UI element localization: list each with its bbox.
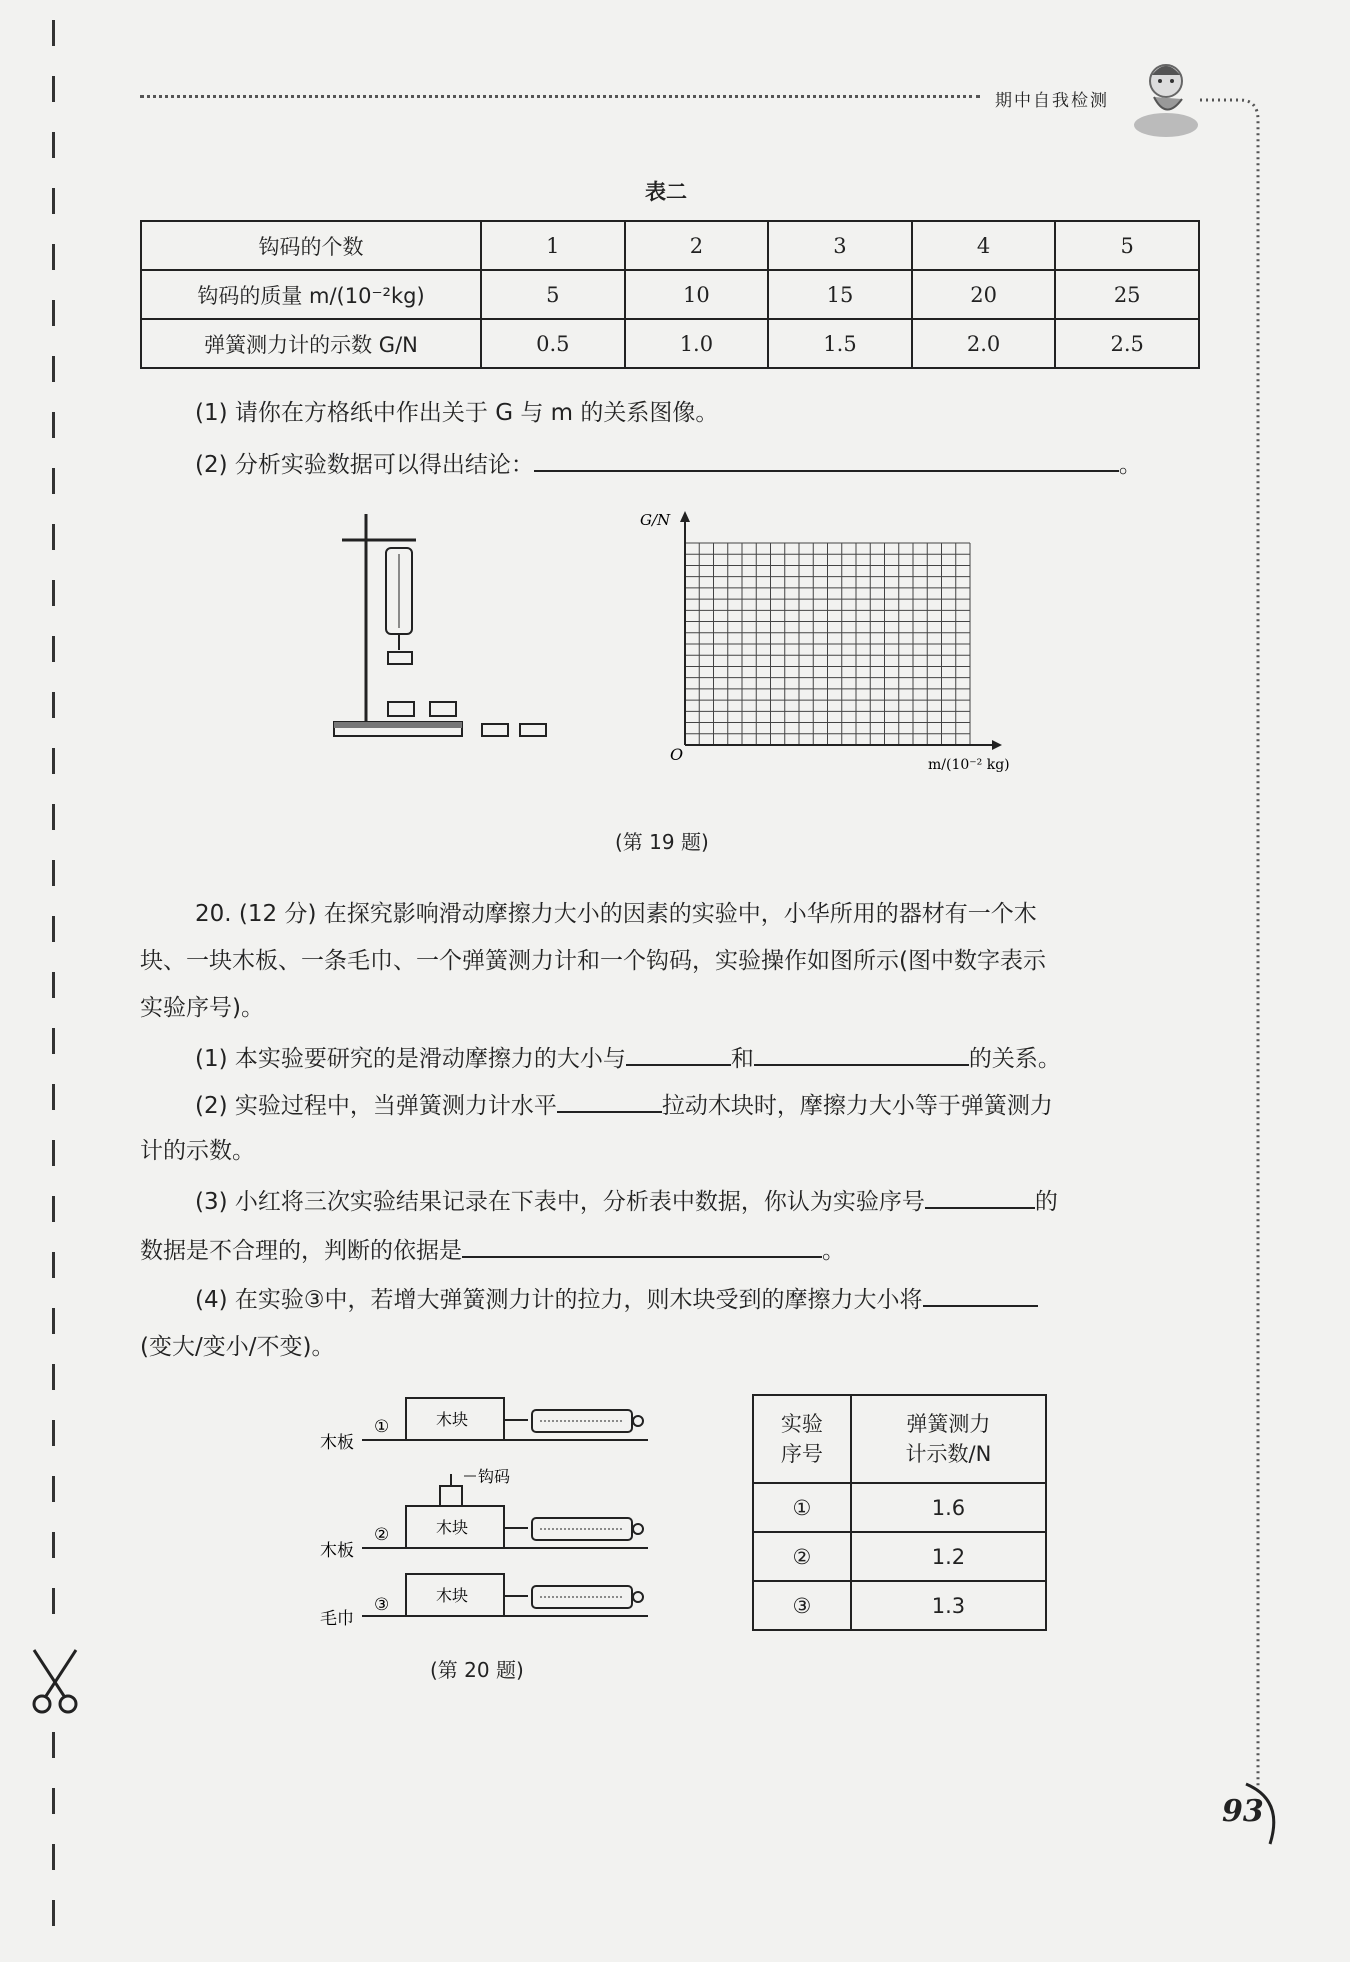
svg-text:木板: 木板 <box>320 1541 354 1561</box>
svg-text:木块: 木块 <box>436 1518 469 1537</box>
svg-text:木块: 木块 <box>436 1410 469 1429</box>
svg-text:钩码: 钩码 <box>478 1467 511 1486</box>
table-title: 表二 <box>645 180 687 204</box>
page-number: 93 <box>1222 1794 1264 1829</box>
spring-scale-apparatus-figure <box>330 510 560 750</box>
table-row: ③ 1.3 <box>753 1581 1046 1630</box>
friction-experiment-figure <box>318 1392 648 1632</box>
svg-text:①: ① <box>374 1417 390 1437</box>
table-header-row: 实验 序号 弹簧测力 计示数/N <box>753 1395 1046 1483</box>
section-header: 期中自我检测 <box>995 91 1109 111</box>
hook-weight <box>440 1486 462 1506</box>
answer-blank <box>462 1232 822 1258</box>
q19-part2: (2) 分析实验数据可以得出结论： 。 <box>195 446 1142 482</box>
table-row: 钩码的个数 1 2 3 4 5 <box>141 221 1199 270</box>
x-axis-label: m/(10⁻² kg) <box>928 757 1010 773</box>
header-rule <box>140 95 980 98</box>
table-row: 钩码的质量 m/(10⁻²kg) 5 10 15 20 25 <box>141 270 1199 319</box>
q20-part4-cont: (变大/变小/不变)。 <box>140 1334 335 1360</box>
q20-part2: (2) 实验过程中，当弹簧测力计水平 拉动木块时，摩擦力大小等于弹簧测力 <box>195 1087 1053 1123</box>
friction-data-table <box>752 1394 1047 1631</box>
q20-intro-line2: 块、一块木板、一条毛巾、一个弹簧测力计和一个钩码，实验操作如图所示(图中数字表示 <box>140 948 1046 974</box>
svg-text:③: ③ <box>374 1595 390 1615</box>
svg-text:木板: 木板 <box>320 1433 354 1453</box>
x-axis-arrow-icon <box>992 740 1002 750</box>
svg-text:木块: 木块 <box>436 1586 469 1605</box>
answer-blank <box>534 446 1119 472</box>
page-border <box>1200 98 1262 1858</box>
q20-intro-line3: 实验序号)。 <box>140 995 264 1021</box>
q20-part1: (1) 本实验要研究的是滑动摩擦力的大小与 和 的关系。 <box>195 1040 1061 1076</box>
q20-part2-cont: 计的示数。 <box>140 1138 255 1164</box>
q20-part3: (3) 小红将三次实验结果记录在下表中，分析表中数据，你认为实验序号 的 <box>195 1183 1058 1219</box>
svg-text:毛巾: 毛巾 <box>320 1609 354 1629</box>
y-axis-arrow-icon <box>680 511 690 522</box>
data-table <box>140 220 1200 369</box>
answer-blank <box>925 1183 1035 1209</box>
table-row: 弹簧测力计的示数 G/N 0.5 1.0 1.5 2.0 2.5 <box>141 319 1199 368</box>
q20-part4: (4) 在实验③中，若增大弹簧测力计的拉力，则木块受到的摩擦力大小将 <box>195 1281 1038 1317</box>
answer-blank <box>754 1040 969 1066</box>
origin-label: O <box>670 745 684 764</box>
y-axis-label: G/N <box>640 511 671 529</box>
scissors-icon <box>28 1648 82 1718</box>
answer-blank <box>626 1040 731 1066</box>
q20-part3-cont: 数据是不合理的，判断的依据是 。 <box>140 1232 845 1268</box>
mascot-icon <box>1130 55 1202 140</box>
table-row: ② 1.2 <box>753 1532 1046 1581</box>
answer-blank <box>923 1281 1038 1307</box>
grid-paper-graph <box>640 505 1020 780</box>
table-row: ① 1.6 <box>753 1483 1046 1532</box>
figure-caption: (第 20 题) <box>430 1658 524 1682</box>
svg-text:②: ② <box>374 1525 390 1545</box>
q19-part1: (1) 请你在方格纸中作出关于 G 与 m 的关系图像。 <box>195 400 719 426</box>
q20-intro-line1: 20. (12 分) 在探究影响滑动摩擦力大小的因素的实验中，小华所用的器材有一个木 <box>195 901 1037 927</box>
answer-blank <box>557 1087 662 1113</box>
figure-caption: (第 19 题) <box>615 830 709 854</box>
